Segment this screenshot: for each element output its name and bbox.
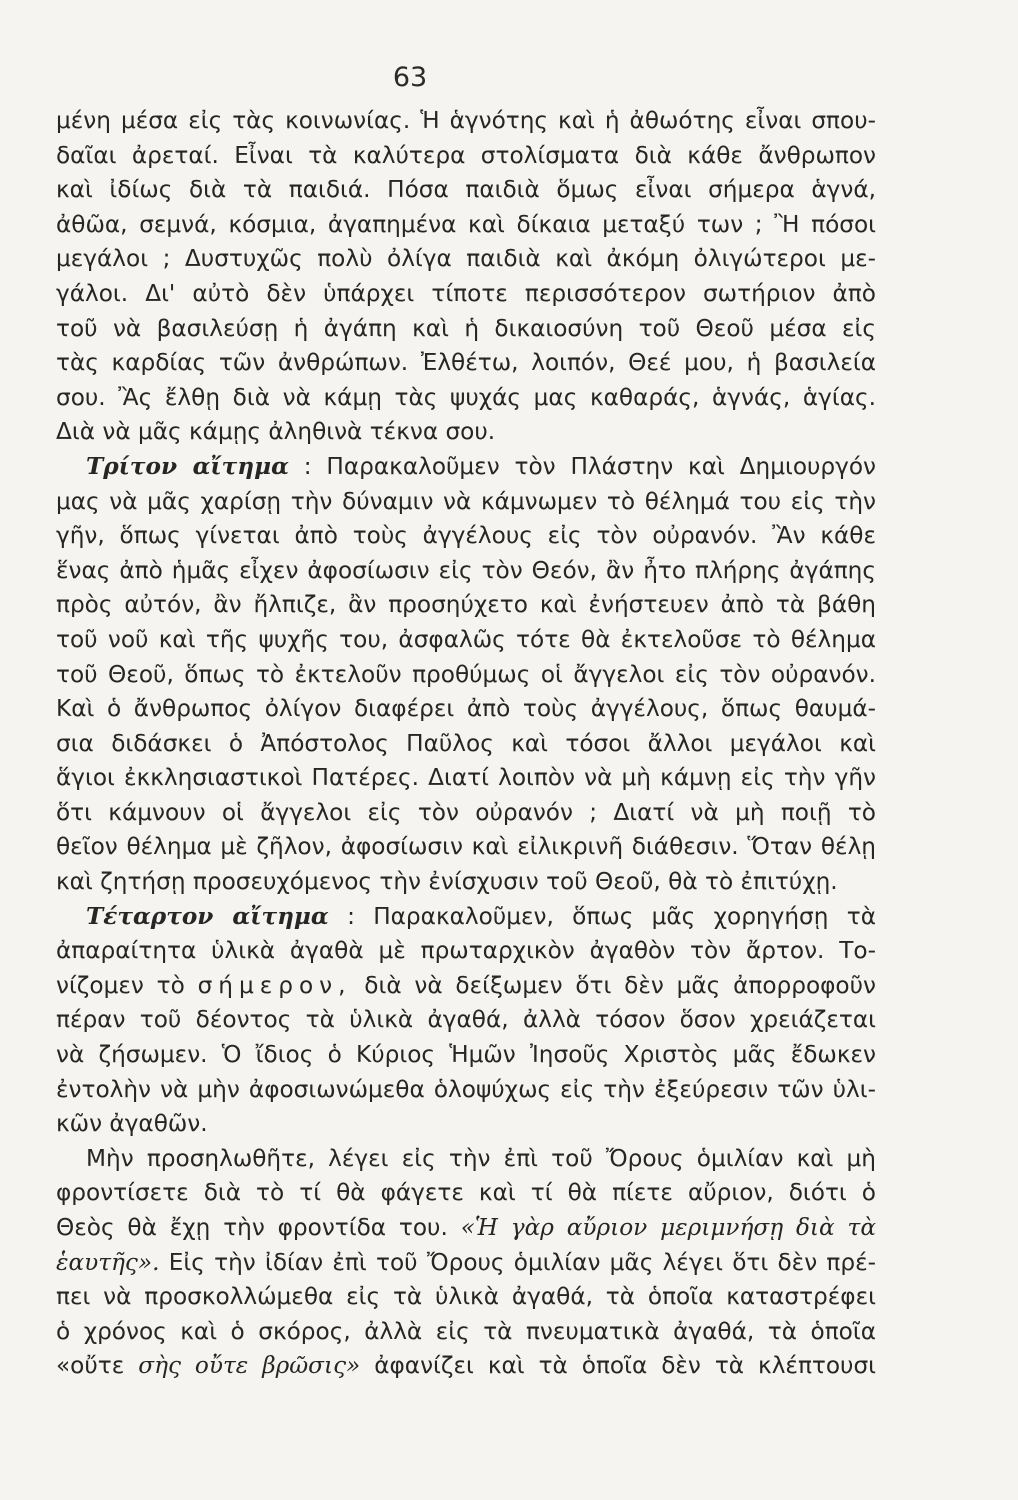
text-fragment: Εἰς τὴν ἰδίαν ἐπὶ τοῦ Ὄρους ὁμιλίαν μᾶς λέγει ὅτι δὲν πρέ- [168, 1248, 877, 1276]
text-line: μας νὰ μᾶς χαρίσῃ τὴν δύναμιν νὰ κάμνωμεν τὸ θέλημά του εἰς τὴν [56, 487, 876, 515]
text-line: Μὴν προσηλωθῆτε, λέγει εἰς τὴν ἐπὶ τοῦ Ὄρους ὁμιλίαν καὶ μὴ [86, 1144, 876, 1172]
text-line: ἀθῶα, σεμνά, κόσμια, ἀγαπημένα καὶ δίκαια μεταξύ των ; Ἢ πόσοι [56, 210, 876, 238]
text-line: ἀπαραίτητα ὑλικὰ ἀγαθὰ μὲ πρωταρχικὸν ἀγαθὸν τὸν ἄρτον. Το- [56, 937, 876, 965]
spaced-word: σήμερον, [197, 971, 352, 999]
text-fragment: : Παρακαλοῦμεν, ὅπως μᾶς χορηγήσῃ τὰ [347, 902, 876, 930]
text-line [56, 900, 876, 935]
text-line: Διὰ νὰ μᾶς κάμῃς ἀληθινὰ τέκνα σου. [56, 418, 496, 446]
text-line [56, 450, 876, 485]
text-line [56, 969, 876, 1004]
text-line: γῆν, ὅπως γίνεται ἀπὸ τοὺς ἀγγέλους εἰς τὸν οὐρανόν. Ἂν κάθε [56, 522, 876, 550]
section-heading: Τέταρτον αἴτημα [86, 902, 329, 930]
text-line: Καὶ ὁ ἄνθρωπος ὀλίγον διαφέρει ἀπὸ τοὺς ἀγγέλους, ὅπως θαυμά- [56, 695, 876, 723]
text-line: ὁ χρόνος καὶ ὁ σκόρος, ἀλλὰ εἰς τὰ πνευματικὰ ἀγαθά, τὰ ὁποῖα [56, 1317, 876, 1345]
text-fragment: ἀφανίζει καὶ τὰ ὁποῖα δὲν τὰ κλέπτουσι [374, 1352, 877, 1380]
text-line: μεγάλοι ; Δυστυχῶς πολὺ ὀλίγα παιδιὰ καὶ ἀκόμη ὀλιγώτεροι με- [56, 245, 876, 273]
text-fragment: Θεὸς θὰ ἔχῃ τὴν φροντίδα του. [56, 1214, 448, 1241]
text-line: ἐντολὴν νὰ μὴν ἀφοσιωνώμεθα ὁλοψύχως εἰς τὴν ἐξεύρεσιν τῶν ὑλι- [56, 1075, 876, 1103]
text-line: τοῦ Θεοῦ, ὅπως τὸ ἐκτελοῦν προθύμως οἱ ἄγγελοι εἰς τὸν οὐρανόν. [56, 660, 876, 688]
text-line [56, 1349, 876, 1384]
text-line: ὅτι κάμνουν οἱ ἄγγελοι εἰς τὸν οὐρανόν ; Διατί νὰ μὴ ποιῇ τὸ [56, 798, 876, 826]
text-line: ἕνας ἀπὸ ἡμᾶς εἶχεν ἀφοσίωσιν εἰς τὸν Θεόν, ἂν ἦτο πλήρης ἀγάπης [56, 556, 876, 584]
text-line [56, 1211, 876, 1246]
text-line: σια διδάσκει ὁ Ἀπόστολος Παῦλος καὶ τόσοι ἄλλοι μεγάλοι καὶ [56, 729, 876, 757]
text-fragment: «οὔτε [56, 1352, 125, 1380]
page-text [56, 104, 876, 1384]
text-line: μένη μέσα εἰς τὰς κοινωνίας. Ἡ ἁγνότης καὶ ἡ ἀθωότης εἶναι σπου- [56, 107, 876, 134]
quote-fragment: σὴς οὔτε βρῶσις» [138, 1352, 361, 1380]
text-line: πέραν τοῦ δέοντος τὰ ὑλικὰ ἀγαθά, ἀλλὰ τόσον ὅσον χρειάζεται [56, 1006, 876, 1034]
text-line: φροντίσετε διὰ τὸ τί θὰ φάγετε καὶ τί θὰ πίετε αὔριον, διότι ὁ [56, 1179, 876, 1207]
text-line: τὰς καρδίας τῶν ἀνθρώπων. Ἐλθέτω, λοιπόν, Θεέ μου, ἡ βασιλεία [56, 349, 876, 377]
text-line [56, 1246, 876, 1281]
text-line: γάλοι. Δι' αὐτὸ δὲν ὑπάρχει τίποτε περισσότερον σωτήριον ἀπὸ [56, 279, 876, 307]
text-line: τοῦ νοῦ καὶ τῆς ψυχῆς του, ἀσφαλῶς τότε θὰ ἐκτελοῦσε τὸ θέλημα [56, 625, 876, 653]
text-line: καὶ ζητήσῃ προσευχόμενος τὴν ἐνίσχυσιν τοῦ Θεοῦ, θὰ τὸ ἐπιτύχῃ. [56, 868, 838, 896]
quote-fragment: ἑαυτῆς». [56, 1248, 160, 1276]
text-line: πει νὰ προσκολλώμεθα εἰς τὰ ὑλικὰ ἀγαθά, τὰ ὁποῖα καταστρέφει [56, 1283, 876, 1311]
text-line: θεῖον θέλημα μὲ ζῆλον, ἀφοσίωσιν καὶ εἰλικρινῆ διάθεσιν. Ὅταν θέλῃ [56, 833, 876, 861]
text-line: τοῦ νὰ βασιλεύσῃ ἡ ἀγάπη καὶ ἡ δικαιοσύνη τοῦ Θεοῦ μέσα εἰς [56, 314, 876, 342]
text-line: νὰ ζήσωμεν. Ὁ ἴδιος ὁ Κύριος Ἡμῶν Ἰησοῦς Χριστὸς μᾶς ἔδωκεν [56, 1041, 876, 1069]
text-line: δαῖαι ἀρεταί. Εἶναι τὰ καλύτερα στολίσματα διὰ κάθε ἄνθρωπον [56, 141, 876, 169]
text-fragment: νίζομεν τὸ [56, 971, 185, 999]
quote-fragment: «Ἡ γὰρ αὔριον μεριμνήσῃ διὰ τὰ [460, 1214, 876, 1241]
text-line: ἅγιοι ἐκκλησιαστικοὶ Πατέρες. Διατί λοιπὸν νὰ μὴ κάμνῃ εἰς τὴν γῆν [56, 764, 876, 792]
text-line: καὶ ἰδίως διὰ τὰ παιδιά. Πόσα παιδιὰ ὅμως εἶναι σήμερα ἁγνά, [56, 176, 876, 204]
section-heading: Τρίτον αἴτημα [86, 452, 289, 480]
text-line: πρὸς αὐτόν, ἂν ἤλπιζε, ἂν προσηύχετο καὶ ἐνήστευεν ἀπὸ τὰ βάθη [56, 591, 876, 619]
text-line: κῶν ἀγαθῶν. [56, 1110, 208, 1138]
text-fragment: : Παρακαλοῦμεν τὸν Πλάστην καὶ Δημιουργόν [303, 452, 877, 480]
text-fragment: διὰ νὰ δείξωμεν ὅτι δὲν μᾶς ἀπορροφοῦν [364, 971, 876, 999]
page-number: 63 [392, 62, 428, 93]
text-line: σου. Ἂς ἔλθῃ διὰ νὰ κάμῃ τὰς ψυχάς μας καθαράς, ἁγνάς, ἁγίας. [56, 383, 876, 411]
